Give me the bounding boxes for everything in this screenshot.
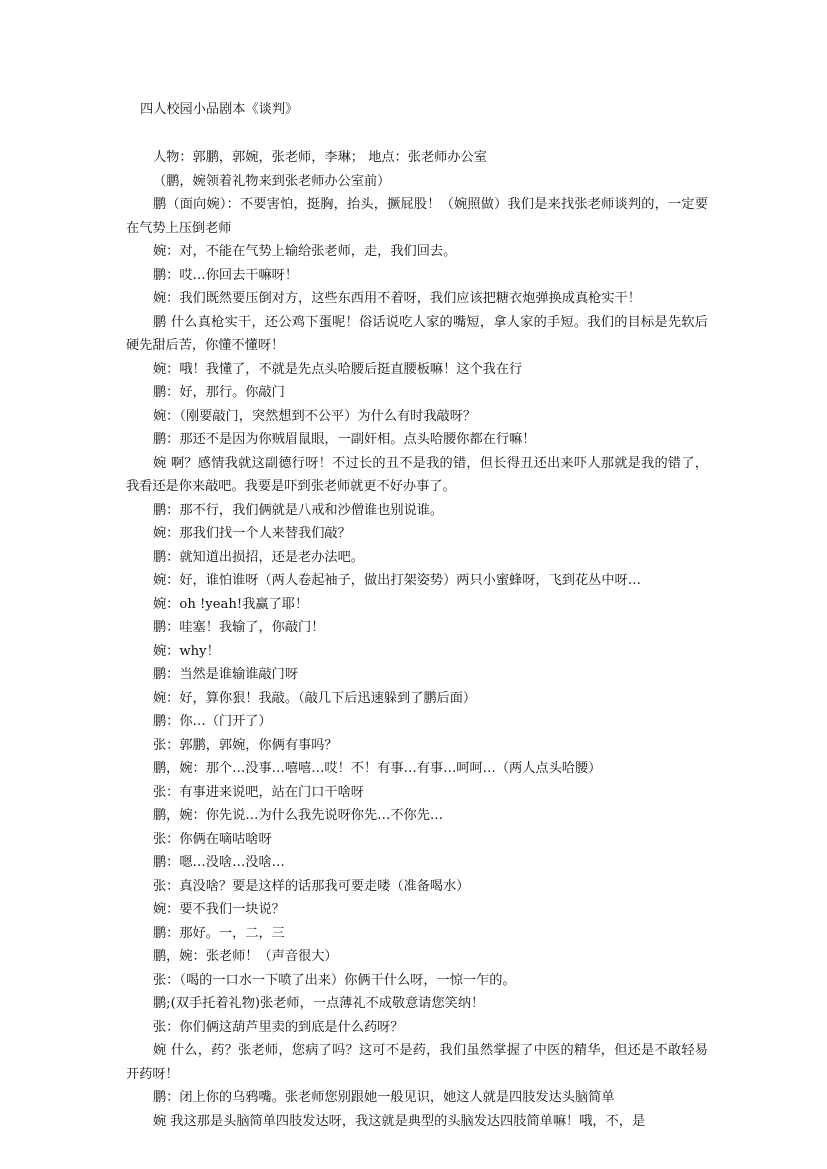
script-line: 张：你们俩这葫芦里卖的到底是什么药呀？: [153, 1019, 404, 1035]
script-line: 婉 什么，药？张老师，您病了吗？这可不是药，我们虽然掌握了中医的精华，但还是不敢轻易开药呀！: [126, 1043, 708, 1082]
script-line: 鹏：那还不是因为你贼眉鼠眼，一副奸相。点头哈腰你都在行嘛！: [153, 432, 536, 447]
script-line: 婉 我这那是头脑简单四肢发达呀，我这就是典型的头脑发达四肢简单嘛！哦，不，是: [153, 1113, 646, 1129]
script-title: 四人校园小品剧本《谈判》: [140, 102, 299, 117]
script-line: 张：郭鹏，郭婉，你俩有事吗？: [153, 737, 338, 753]
script-line: 鹏：哇塞！我输了，你敲门！: [153, 620, 325, 635]
script-line: 婉 啊？感情我就这副德行呀！不过长的丑不是我的错，但长得丑还出来吓人那就是我的错了，我看还是你来敲吧。我要是吓到张老师就更不好办事了。: [126, 455, 708, 494]
script-line: 婉：对，不能在气势上输给张老师，走，我们回去。: [153, 244, 457, 259]
script-line: 鹏：好，那行。你敲门: [153, 385, 285, 400]
script-line: 婉：oh !yeah!我赢了耶！: [153, 596, 309, 612]
script-line: 鹏;(双手托着礼物)张老师，一点薄礼不成敬意请您笑纳！: [153, 996, 485, 1011]
script-line: 婉：好，算你狠！我敲。（敲几下后迅速躲到了鹏后面）: [153, 690, 477, 706]
script-line: 鹏，婉：那个…没事…嘻嘻…哎！不！有事…有事…呵呵…（两人点头哈腰）: [153, 761, 602, 776]
script-line: 鹏：你…（门开了）: [153, 714, 272, 729]
script-line: 婉：哦！我懂了，不就是先点头哈腰后挺直腰板嘛！这个我在行: [153, 361, 523, 377]
script-line: 鹏：就知道出损招，还是老办法吧。: [153, 549, 364, 565]
script-line: 婉：我们既然要压倒对方，这些东西用不着呀，我们应该把糖衣炮弹换成真枪实干！: [153, 291, 641, 306]
script-line: 鹏 什么真枪实干，还公鸡下蛋呢！俗话说吃人家的嘴短，拿人家的手短。我们的目标是先软后硬先甜后苦，你懂不懂呀！: [126, 314, 708, 353]
script-line: 人物：郭鹏，郭婉，张老师，李琳； 地点：张老师办公室: [153, 150, 487, 165]
script-line: （鹏，婉领着礼物来到张老师办公室前）: [153, 173, 391, 189]
script-line: 鹏，婉：张老师！（声音很大）: [153, 949, 338, 964]
script-line: 鹏：哎…你回去干嘛呀！: [153, 267, 299, 283]
script-line: 婉：那我们找一个人来替我们敲？: [153, 526, 351, 541]
script-line: 鹏：闭上你的乌鸦嘴。张老师您别跟她一般见识，她这人就是四肢发达头脑简单: [153, 1090, 615, 1105]
script-line: 婉：好，谁怕谁呀（两人卷起袖子，做出打架姿势）两只小蜜蜂呀，飞到花丛中呀…: [153, 573, 641, 588]
script-line: 鹏（面向婉）：不要害怕，挺胸，抬头，撅屁股！（婉照做）我们是来找张老师谈判的，一定要在气势上压倒老师: [126, 197, 708, 236]
script-body: [126, 146, 708, 1133]
script-line: 鹏：当然是谁输谁敲门呀: [153, 667, 299, 682]
script-line: 鹏：那不行，我们俩就是八戒和沙僧谁也别说谁。: [153, 502, 444, 518]
script-line: 张：你俩在嘀咕啥呀: [153, 831, 272, 847]
script-line: 鹏，婉：你先说…为什么我先说呀你先…不你先…: [153, 808, 444, 823]
script-line: 婉：why！: [153, 643, 220, 659]
script-line: 婉：要不我们一块说？: [153, 902, 285, 917]
script-line: 婉：（刚要敲门，突然想到不公平）为什么有时我敲呀？: [153, 408, 477, 424]
script-line: 张：（喝的一口水一下喷了出来）你俩干什么呀，一惊一乍的。: [153, 972, 516, 988]
script-line: 鹏：那好。一，二，三: [153, 925, 285, 941]
script-line: 张：有事进来说吧，站在门口干啥呀: [153, 784, 364, 800]
script-line: 鹏：嗯…没啥…没啥…: [153, 855, 285, 870]
script-line: 张：真没啥？要是这样的话那我可要走喽（准备喝水）: [153, 878, 470, 894]
